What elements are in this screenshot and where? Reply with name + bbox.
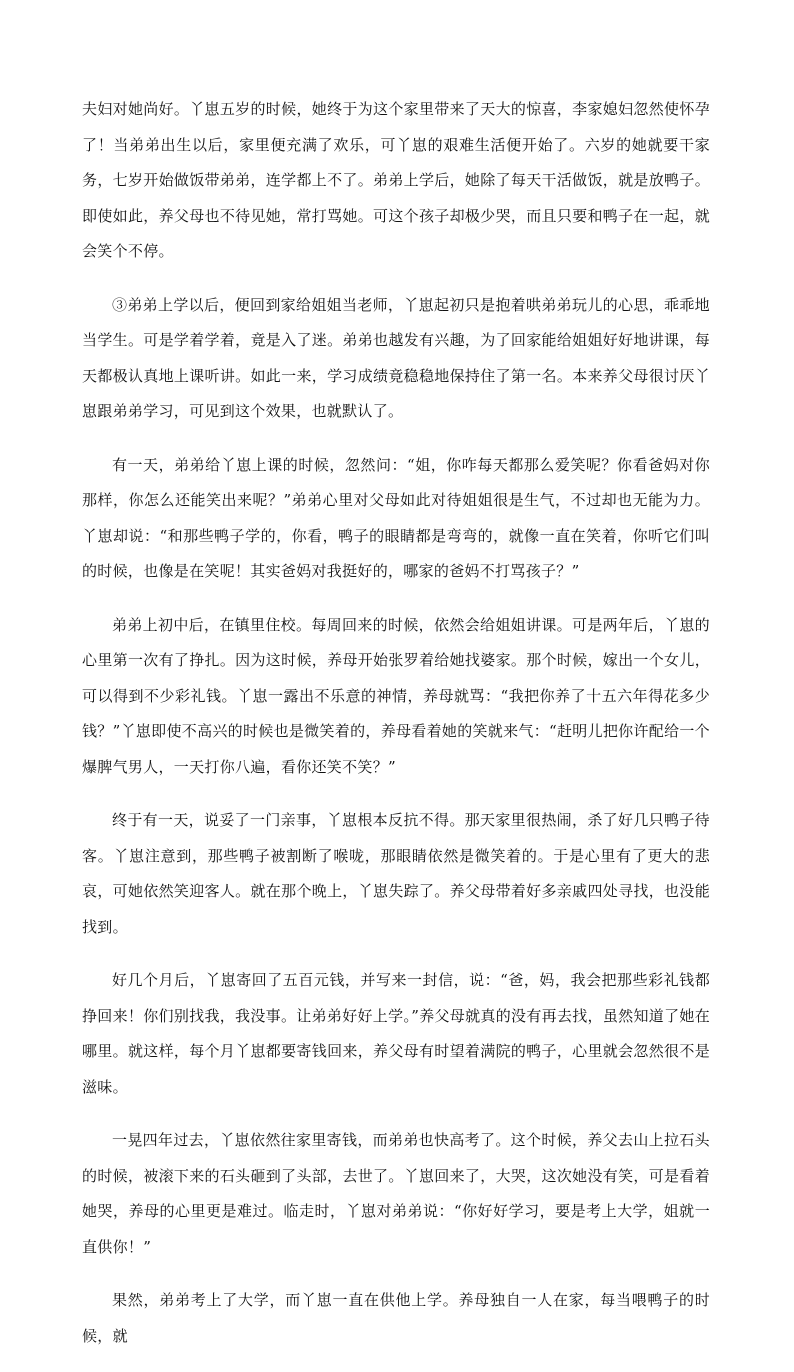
paragraph-7: 一晃四年过去，丫崽依然往家里寄钱，而弟弟也快高考了。这个时候，养父去山上拉石头的时候，被滚下来的石头砸到了头部，去世了。丫崽回来了，大哭，这次她没有笑，可是看着她哭，养母的心里更是难过。临走时，丫崽对弟弟说：“你好好学习，要是考上大学，姐就一直供你！”: [82, 1131, 710, 1256]
paragraph-8: 果然，弟弟考上了大学，而丫崽一直在供他上学。养母独自一人在家，每当喂鸭子的时候，就: [82, 1291, 710, 1345]
paragraph-2: ③弟弟上学以后，便回到家给姐姐当老师，丫崽起初只是抱着哄弟弟玩儿的心思，乖乖地当学生。可是学着学着，竟是入了迷。弟弟也越发有兴趣，为了回家能给姐姐好好地讲课，每天都极认真地上课听讲。如此一来，学习成绩竟稳稳地保持住了第一名。本来养父母很讨厌丫崽跟弟弟学习，可见到这个效果，也就默认了。: [82, 295, 710, 420]
paragraph-5: 终于有一天，说妥了一门亲事，丫崽根本反抗不得。那天家里很热闹，杀了好几只鸭子待客。丫崽注意到，那些鸭子被割断了喉咙，那眼睛依然是微笑着的。于是心里有了更大的悲哀，可她依然笑迎客人。就在那个晚上，丫崽失踪了。养父母带着好多亲戚四处寻找，也没能找到。: [82, 811, 710, 936]
paragraph-4: 弟弟上初中后，在镇里住校。每周回来的时候，依然会给姐姐讲课。可是两年后，丫崽的心里第一次有了挣扎。因为这时候，养母开始张罗着给她找婆家。那个时候，嫁出一个女儿，可以得到不少彩礼钱。丫崽一露出不乐意的神情，养母就骂：“我把你养了十五六年得花多少钱？”丫崽即使不高兴的时候也是微笑着的，养母看着她的笑就来气：“赶明儿把你许配给一个爆脾气男人，一天打你八遍，看你还笑不笑？”: [82, 615, 710, 776]
paragraph-3: 有一天，弟弟给丫崽上课的时候，忽然问：“姐，你咋每天都那么爱笑呢？你看爸妈对你那样，你怎么还能笑出来呢？”弟弟心里对父母如此对待姐姐很是生气，不过却也无能为力。丫崽却说：“和那些鸭子学的，你看，鸭子的眼睛都是弯弯的，就像一直在笑着，你听它们叫的时候，也像是在笑呢！其实爸妈对我挺好的，哪家的爸妈不打骂孩子？”: [82, 455, 710, 580]
paragraph-1: 夫妇对她尚好。丫崽五岁的时候，她终于为这个家里带来了天大的惊喜，李家媳妇忽然使怀孕了！当弟弟出生以后，家里便充满了欢乐，可丫崽的艰难生活便开始了。六岁的她就要干家务，七岁开始做饭带弟弟，连学都上不了。弟弟上学后，她除了每天干活做饭，就是放鸭子。即使如此，养父母也不待见她，常打骂她。可这个孩子却极少哭，而且只要和鸭子在一起，就会笑个不停。: [82, 100, 710, 260]
paragraph-6: 好几个月后，丫崽寄回了五百元钱，并写来一封信，说：“爸，妈，我会把那些彩礼钱都挣回来！你们别找我，我没事。让弟弟好好上学。”养父母就真的没有再去找，虽然知道了她在哪里。就这样，每个月丫崽都要寄钱回来，养父母有时望着满院的鸭子，心里就会忽然很不是滋味。: [82, 971, 710, 1096]
article-body: [82, 92, 710, 1372]
